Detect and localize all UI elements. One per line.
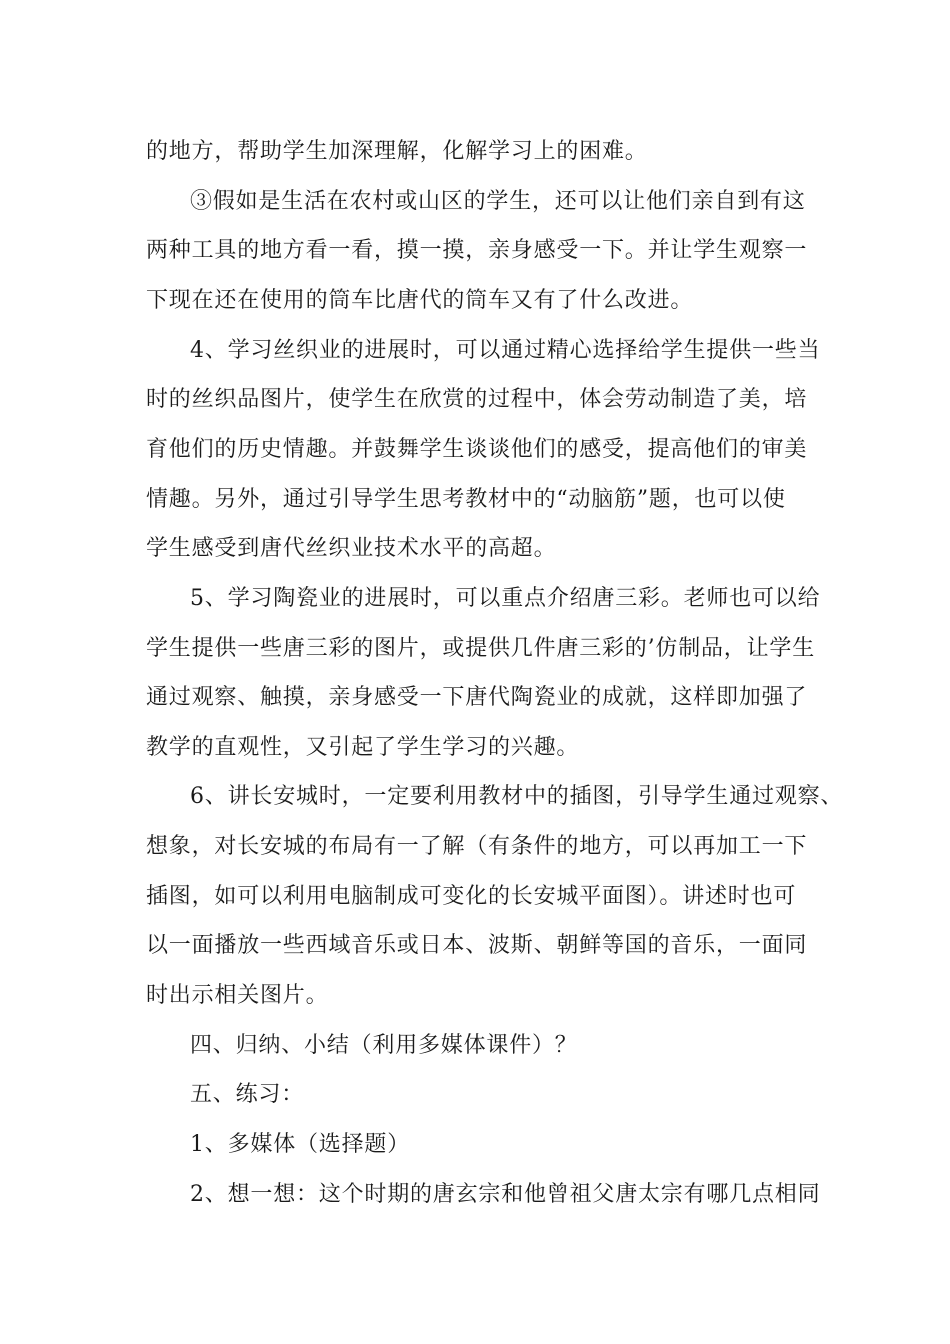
paragraph-start-line: 6、讲长安城时，一定要利用教材中的插图，引导学生通过观察、 — [190, 784, 844, 809]
paragraph-start-line: 5、学习陶瓷业的进展时，可以重点介绍唐三彩。老师也可以给 — [190, 586, 821, 611]
text-line: 插图，如可以利用电脑制成可变化的长安城平面图）。讲述时也可 — [146, 884, 797, 909]
paragraph-start-line: ③假如是生活在农村或山区的学生，还可以让他们亲自到有这 — [190, 189, 806, 214]
text-line: 的地方，帮助学生加深理解，化解学习上的困难。 — [146, 139, 648, 164]
exercise-item: 1、多媒体（选择题） — [190, 1132, 410, 1157]
text-line: 教学的直观性，又引起了学生学习的兴趣。 — [146, 735, 580, 760]
text-line: 时的丝织品图片，使学生在欣赏的过程中，体会劳动制造了美，培 — [146, 387, 808, 412]
text-line: 下现在还在使用的筒车比唐代的筒车又有了什么改进。 — [146, 288, 694, 313]
section-heading: 五、练习： — [190, 1082, 305, 1107]
exercise-item: 2、想一想：这个时期的唐玄宗和他曾祖父唐太宗有哪几点相同 — [190, 1182, 821, 1207]
text-line: 时出示相关图片。 — [146, 983, 329, 1008]
text-line: 以一面播放一些西域音乐或日本、波斯、朝鲜等国的音乐，一面同 — [146, 933, 808, 958]
text-line: 通过观察、触摸，亲身感受一下唐代陶瓷业的成就，这样即加强了 — [146, 685, 808, 710]
text-line: 育他们的历史情趣。并鼓舞学生谈谈他们的感受，提高他们的审美 — [146, 437, 808, 462]
text-line: 学生感受到唐代丝织业技术水平的高超。 — [146, 536, 557, 561]
section-heading: 四、归纳、小结（利用多媒体课件）？ — [190, 1033, 578, 1058]
text-line: 两种工具的地方看一看，摸一摸，亲身感受一下。并让学生观察一 — [146, 238, 808, 263]
text-line: 想象，对长安城的布局有一了解（有条件的地方，可以再加工一下 — [146, 834, 808, 859]
text-line: 情趣。另外，通过引导学生思考教材中的“动脑筋”题，也可以使 — [146, 487, 786, 512]
text-line: 学生提供一些唐三彩的图片，或提供几件唐三彩的’仿制品，让学生 — [146, 636, 815, 661]
paragraph-start-line: 4、学习丝织业的进展时，可以通过精心选择给学生提供一些当 — [190, 338, 821, 363]
